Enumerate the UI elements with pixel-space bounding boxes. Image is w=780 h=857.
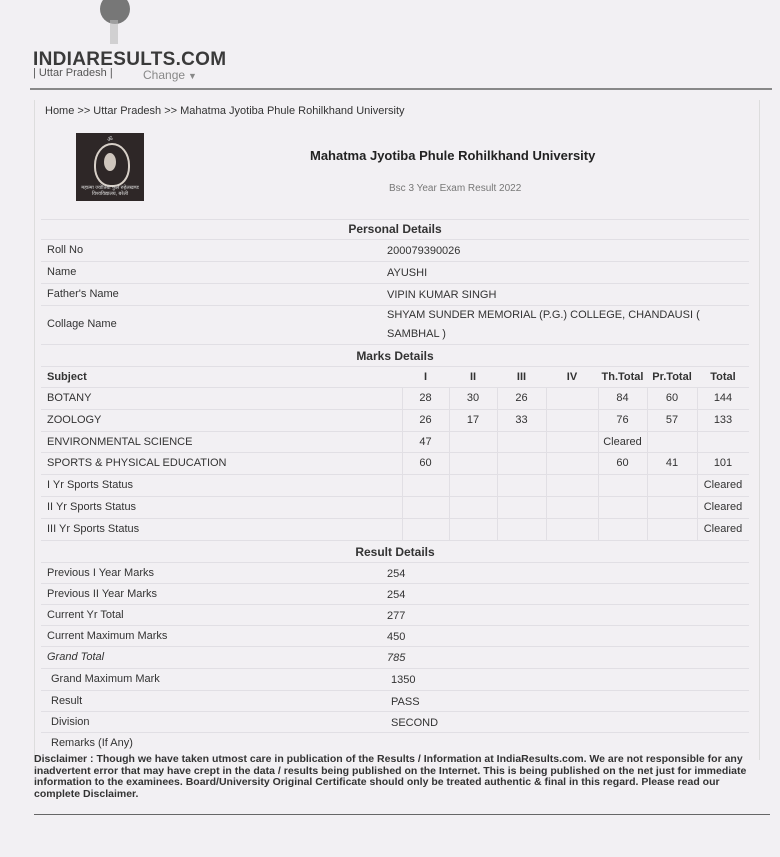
table-row: Name AYUSHI [41, 261, 749, 284]
table-row [41, 732, 749, 754]
table-row [41, 562, 749, 584]
table-cell: 26 [419, 414, 432, 426]
column-divider [546, 387, 547, 540]
table-row [41, 604, 749, 626]
result-value: 785 [387, 652, 406, 664]
table-cell: 60 [419, 457, 432, 469]
column-divider [647, 387, 648, 540]
table-cell: 76 [616, 414, 629, 426]
table-row [41, 583, 749, 605]
table-row: Collage Name SHYAM SUNDER MEMORIAL (P.G.) COLLEGE, CHANDAUSI ( SAMBHAL ) [41, 305, 749, 345]
result-value: 254 [387, 589, 406, 601]
table-cell: 28 [419, 392, 432, 404]
table-row [41, 668, 749, 690]
column-header: Pr.Total [652, 371, 692, 383]
column-header: III [516, 371, 527, 383]
table-row [41, 625, 749, 647]
column-divider [697, 387, 698, 540]
column-divider [497, 387, 498, 540]
result-label: Division [51, 716, 90, 728]
column-header: Total [710, 371, 736, 383]
table-cell: 17 [466, 414, 480, 426]
table-cell: BOTANY [47, 392, 92, 404]
result-value: 254 [387, 568, 406, 580]
table-cell: Cleared [603, 436, 642, 448]
table-cell: II Yr Sports Status [47, 501, 137, 513]
table-cell: Cleared [703, 501, 743, 513]
column-header: I [423, 371, 428, 383]
column-divider [402, 387, 403, 540]
chevron-down-icon: ▼ [188, 71, 197, 81]
table-row: Father's Name VIPIN KUMAR SINGH [41, 283, 749, 306]
section-heading-personal: Personal Details [348, 222, 442, 236]
result-value: PASS [391, 696, 420, 708]
table-cell: 47 [419, 436, 432, 448]
table-cell: 41 [665, 457, 679, 469]
column-header: Subject [47, 371, 87, 383]
column-header: II [469, 371, 477, 383]
table-cell: 26 [515, 392, 528, 404]
punch-hole-shadow [110, 20, 118, 44]
table-cell: 144 [713, 392, 733, 404]
section-heading-marks: Marks Details [356, 349, 434, 363]
result-label: Previous II Year Marks [47, 588, 158, 600]
table-divider [41, 540, 749, 541]
table-cell: 84 [616, 392, 629, 404]
table-cell: Cleared [703, 479, 743, 491]
result-value: 277 [387, 610, 406, 622]
table-cell: 57 [665, 414, 679, 426]
table-cell: III Yr Sports Status [47, 523, 140, 535]
university-title: Mahatma Jyotiba Phule Rohilkhand University [310, 148, 596, 163]
table-cell: ZOOLOGY [47, 414, 102, 426]
table-row: Roll No 200079390026 [41, 239, 749, 262]
column-divider [449, 387, 450, 540]
table-cell: 60 [616, 457, 629, 469]
table-row [41, 646, 749, 668]
result-value: 1350 [391, 674, 416, 686]
column-header: IV [566, 371, 578, 383]
table-cell: 30 [466, 392, 480, 404]
breadcrumb: Home >> Uttar Pradesh >> Mahatma Jyotiba Phule Rohilkhand University [45, 105, 405, 117]
result-label: Result [51, 695, 83, 707]
table-divider [41, 344, 749, 345]
table-cell: Cleared [703, 523, 743, 535]
disclaimer-text: Disclaimer : Though we have taken utmost care in publication of the Results / Information at IndiaResults.com. We are not responsible for any inadvertent error that may have crept in the data / results being published on the Internet. This is being published on the net just for immediate information to the examinees. Board/University Original Certificate should only be treated authentic & final in this regard. Please read our complete Disclaimer. [34, 753, 747, 800]
table-cell: 33 [515, 414, 528, 426]
exam-title: Bsc 3 Year Exam Result 2022 [389, 183, 522, 194]
footer-divider [34, 814, 770, 815]
result-label: Current Maximum Marks [47, 630, 168, 642]
column-header: Th.Total [601, 371, 644, 383]
university-emblem: ॐ महात्मा ज्योतिबा फुले रुहेलखण्ड विश्वविद्यालय, बरेली [76, 133, 144, 201]
result-label: Previous I Year Marks [47, 567, 154, 579]
section-heading-result: Result Details [355, 545, 435, 559]
column-divider [598, 387, 599, 540]
change-state-link[interactable]: Change ▼ [143, 68, 197, 82]
table-cell: SPORTS & PHYSICAL EDUCATION [47, 457, 227, 469]
result-label: Grand Total [47, 651, 105, 663]
state-nav [33, 67, 197, 82]
table-cell: I Yr Sports Status [47, 479, 134, 491]
table-cell: ENVIRONMENTAL SCIENCE [47, 436, 193, 448]
table-divider [41, 219, 749, 220]
result-value: 450 [387, 631, 406, 643]
result-label: Remarks (If Any) [51, 737, 133, 749]
state-label: | Uttar Pradesh | [33, 67, 113, 79]
table-row [41, 690, 749, 712]
header-divider [30, 88, 772, 90]
result-value: SECOND [391, 717, 439, 729]
site-logo[interactable]: INDIARESULTS.COM [33, 49, 227, 70]
table-cell: 60 [665, 392, 679, 404]
table-cell: 133 [713, 414, 733, 426]
result-label: Current Yr Total [47, 609, 124, 621]
table-cell: 101 [713, 457, 733, 469]
table-row [41, 711, 749, 733]
result-label: Grand Maximum Mark [51, 673, 160, 685]
